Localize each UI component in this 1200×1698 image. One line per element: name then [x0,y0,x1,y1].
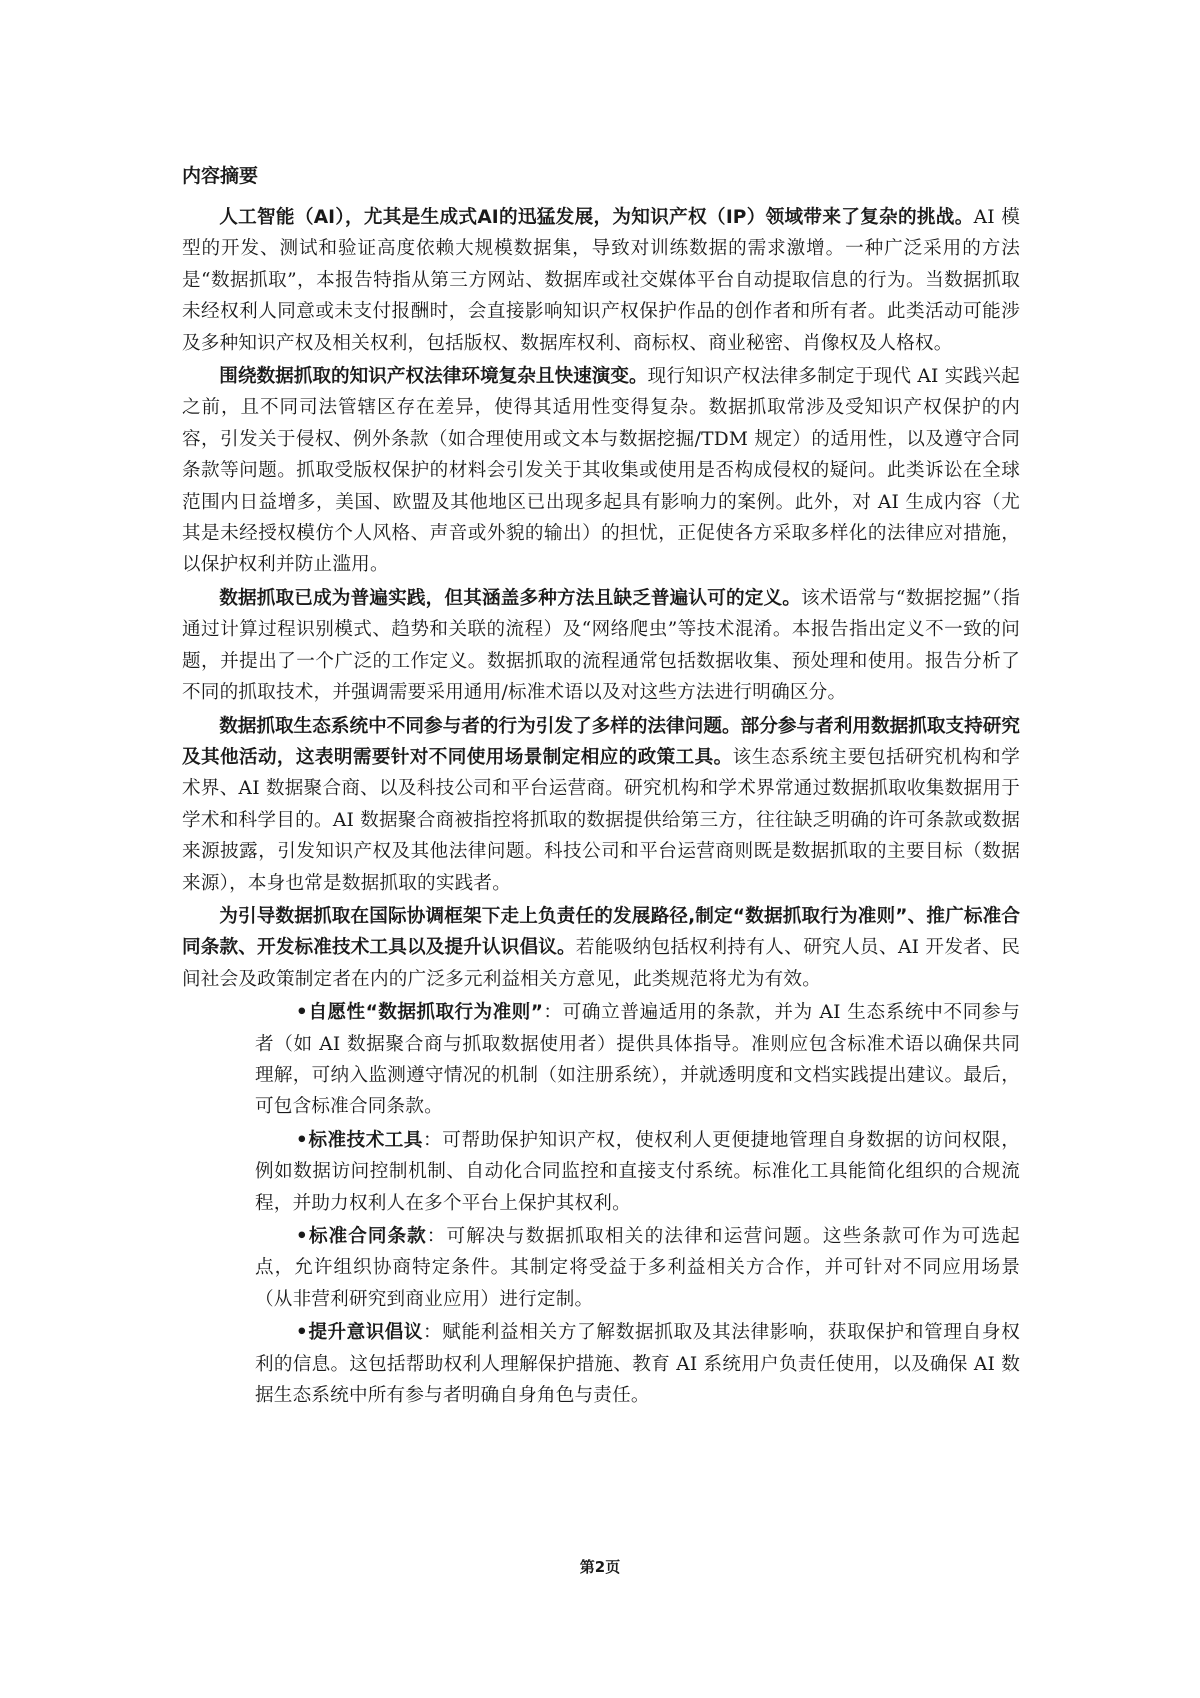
bullet-body: ：可解决与数据抓取相关的法律和运营问题。这些条款可作为可选起点，允许组织协商特定条件。其制定将受益于多利益相关方合作，并可针对不同应用场景（从非营利研究到商业应用）进行定制。 [255,1226,1020,1310]
paragraph-body: 该术语常与“数据挖掘”（指通过计算过程识别模式、趋势和关联的流程）及“网络爬虫”等技术混淆。本报告指出定义不一致的问题，并提出了一个广泛的工作定义。数据抓取的流程通常包括数据收集、预处理和使用。报告分析了不同的抓取技术，并强调需要采用通用/标准术语以及对这些方法进行明确区分。 [182,587,1020,704]
paragraph-body: 现行知识产权法律多制定于现代 AI 实践兴起之前，且不同司法管辖区存在差异，使得其适用性变得复杂。数据抓取常涉及受知识产权保护的内容，引发关于侵权、例外条款（如合理使用或文本与数据挖掘/TDM 规定）的适用性，以及遵守合同条款等问题。抓取受版权保护的材料会引发关于其收集或使用是否构成侵权的疑问。此类诉讼在全球范围内日益增多，美国、欧盟及其他地区已出现多起具有影响力的案例。此外，对 AI 生成内容（尤其是未经授权模仿个人风格、声音或外貌的输出）的担忧，正促使各方采取多样化的法律应对措施，以保护权利并防止滥用。 [182,366,1020,576]
bullet-body: ：赋能利益相关方了解数据抓取及其法律影响，获取保护和管理自身权利的信息。这包括帮助权利人理解保护措施、教育 AI 系统用户负责任使用，以及确保 AI 数据生态系统中所有参与者明确自身角色与责任。 [255,1322,1020,1407]
document-page [182,160,1020,1413]
bullet-marker: • [295,1322,308,1344]
bullet-marker: • [295,1226,308,1247]
list-item-awareness [255,1317,1020,1411]
paragraph-ai-ip-challenges [182,202,1020,359]
bullet-lead: 标准技术工具 [308,1129,423,1151]
paragraph-lead: 围绕数据抓取的知识产权法律环境复杂且快速演变。 [219,366,648,388]
bullet-lead: 提升意识倡议 [308,1322,423,1344]
bullet-body: ：可帮助保护知识产权，使权利人更便捷地管理自身数据的访问权限，例如数据访问控制机制、自动化合同监控和直接支付系统。标准化工具能简化组织的合规流程，并助力权利人在多个平台上保护其权利。 [255,1129,1020,1214]
list-item-contract-terms [255,1221,1020,1315]
bullet-marker: • [295,1002,308,1024]
paragraph-recommendations [182,901,1020,995]
list-item-code-of-conduct [255,997,1020,1123]
paragraph-definition [182,583,1020,709]
list-item-technical-tools [255,1125,1020,1219]
paragraph-lead: 数据抓取生态系统中不同参与者的行为引发了多样的法律问题。部分参与者利用数据抓取支持研究及其他活动，这表明需要针对不同使用场景制定相应的政策工具。 [182,715,1020,768]
paragraph-lead: 为引导数据抓取在国际协调框架下走上负责任的发展路径,制定“数据抓取行为准则”、推广标准合同条款、开发标准技术工具以及提升认识倡议。 [182,905,1020,959]
paragraph-lead: 人工智能（AI），尤其是生成式AI的迅猛发展，为知识产权（IP）领域带来了复杂的挑战。 [219,207,974,228]
paragraph-body: 若能吸纳包括权利持有人、研究人员、AI 开发者、民间社会及政策制定者在内的广泛多元利益相关方意见，此类规范将尤为有效。 [182,937,1020,990]
page-number: 第2页 [579,1558,621,1576]
section-heading: 内容摘要 [182,165,259,187]
paragraph-lead: 数据抓取已成为普遍实践，但其涵盖多种方法且缺乏普遍认可的定义。 [219,587,802,609]
bullet-marker: • [295,1129,308,1151]
paragraph-legal-environment [182,361,1020,581]
paragraph-ecosystem [182,711,1020,899]
bullet-lead: 标准合同条款 [308,1226,427,1247]
bullet-lead: 自愿性“数据抓取行为准则” [308,1002,543,1024]
recommendation-list [182,997,1020,1411]
paragraph-body: 该生态系统主要包括研究机构和学术界、AI 数据聚合商、以及科技公司和平台运营商。研究机构和学术界常通过数据抓取收集数据用于学术和科学目的。AI 数据聚合商被指控将抓取的数据提供给第三方，往往缺乏明确的许可条款或数据来源披露，引发知识产权及其他法律问题。科技公司和平台运营商则既是数据抓取的主要目标（数据来源），本身也常是数据抓取的实践者。 [182,746,1020,894]
paragraph-body: AI 模型的开发、测试和验证高度依赖大规模数据集，导致对训练数据的需求激增。一种广泛采用的方法是“数据抓取”，本报告特指从第三方网站、数据库或社交媒体平台自动提取信息的行为。当数据抓取未经权利人同意或未支付报酬时，会直接影响知识产权保护作品的创作者和所有者。此类活动可能涉及多种知识产权及相关权利，包括版权、数据库权利、商标权、商业秘密、肖像权及人格权。 [182,207,1021,354]
bullet-body: ：可确立普遍适用的条款，并为 AI 生态系统中不同参与者（如 AI 数据聚合商与抓取数据使用者）提供具体指导。准则应包含标准术语以确保共同理解，可纳入监测遵守情况的机制（如注册系统），并就透明度和文档实践提出建议。最后，可包含标准合同条款。 [255,1002,1020,1118]
